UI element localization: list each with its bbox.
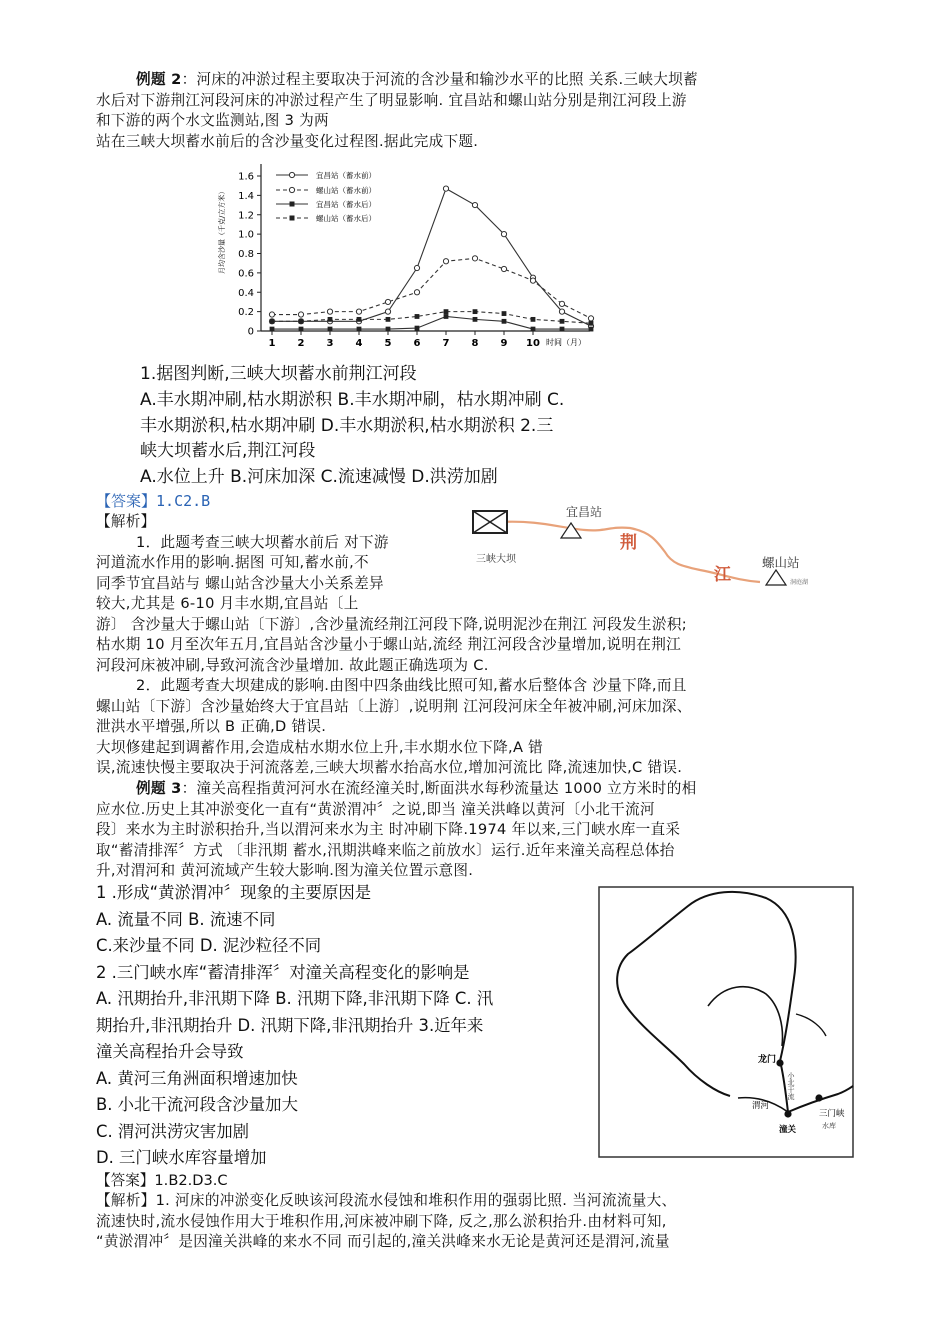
luoshan-station-icon bbox=[766, 570, 786, 585]
analysis2-label: 【解析】 bbox=[96, 1192, 156, 1209]
series-point-2 bbox=[588, 316, 593, 321]
chart-legend bbox=[276, 170, 376, 223]
analysis1-line3: 同季节宜昌站与 螺山站含沙量大小关系差异 bbox=[96, 574, 384, 592]
xiaobei-label: 小北干流 bbox=[787, 1072, 795, 1100]
series-point-3 bbox=[473, 317, 478, 322]
series-point-4 bbox=[444, 309, 449, 314]
series-point-2 bbox=[385, 299, 390, 304]
example3-line3: 段〕来水为主时淤积抬升,当以渭河来水为主 时冲刷下降.1974 年以来,三门峡水库一直采 bbox=[96, 821, 681, 838]
series-point-2 bbox=[530, 278, 535, 283]
longmen-label: 龙门 bbox=[758, 1055, 777, 1065]
series-point-4 bbox=[299, 319, 304, 324]
x-tick-label: 5 bbox=[384, 338, 392, 349]
example3-line2: 应水位.历史上其冲淤变化一直有“黄淤渭冲〞之说,即当 潼关洪峰以黄河〔小北干流河 bbox=[96, 800, 655, 818]
analysis1-line6: 枯水期 10 月至次年五月,宜昌站含沙量小于螺山站,流经 荆江河段含沙量增加,说明在荆江 bbox=[96, 636, 681, 653]
series-point-3 bbox=[589, 327, 594, 332]
example2-line1: ：河床的冲淤过程主要取决于河流的含沙量和输沙水平的比照 关系.三峡大坝蓄 bbox=[181, 71, 698, 88]
q3-options2a: A. 汛期抬升,非汛期下降 B. 汛期下降,非汛期下降 C. 汛 bbox=[96, 989, 494, 1008]
y-tick-label: 1.4 bbox=[238, 190, 254, 202]
x-tick-label: 8 bbox=[471, 338, 479, 349]
x-tick-label: 3 bbox=[326, 338, 334, 349]
q3-options2b: 期抬升,非汛期抬升 D. 汛期下降,非汛期抬升 3.近年来 bbox=[96, 1015, 484, 1035]
y-tick-label: 0.8 bbox=[238, 249, 254, 260]
analysis2-line2: 流速快时,流水侵蚀作用大于堆积作用,河床被冲刷下降, 反之,那么淤积抬升.由材料可知, bbox=[96, 1212, 667, 1230]
series-point-1 bbox=[385, 309, 390, 314]
dongting-label: 洞庭湖 bbox=[790, 579, 809, 586]
q1-options-line2: 丰水期淤积,枯水期冲刷 D.丰水期淤积,枯水期淤积 2.三 bbox=[140, 415, 554, 436]
analysis1-line7: 河段河床被冲刷,导致河流含沙量增加. 故此题正确选项为 C. bbox=[96, 656, 489, 674]
tongguan-map bbox=[598, 886, 854, 1158]
series-point-3 bbox=[299, 327, 304, 332]
series-point-3 bbox=[444, 314, 449, 319]
example3-label: 例题 3 bbox=[136, 780, 182, 797]
answer2-value: 1.B2.D3.C bbox=[154, 1172, 228, 1189]
series-point-4 bbox=[415, 314, 420, 319]
series-point-1 bbox=[414, 265, 419, 270]
example3-line1: ：潼关高程指黄河河水在流经潼关时,断面洪水每秒流量达 1000 立方米时的相 bbox=[181, 780, 697, 797]
series-point-3 bbox=[270, 327, 275, 332]
series-point-3 bbox=[386, 327, 391, 332]
answer2-label: 【答案】 bbox=[96, 1172, 155, 1189]
series-point-2 bbox=[443, 259, 448, 264]
series-point-1 bbox=[472, 202, 477, 207]
yichang-station-icon bbox=[561, 523, 581, 538]
legend-entry-3: 宜昌站（蓄水后） bbox=[316, 200, 376, 209]
jiang-char: 江 bbox=[714, 565, 731, 585]
q3-option3c: C. 渭河洪涝灾害加剧 bbox=[96, 1121, 249, 1141]
chart-root bbox=[217, 164, 594, 349]
analysis2-line3: “黄淤渭冲〞是因潼关洪峰的来水不同 而引起的,潼关洪峰来水无论是黄河还是渭河,流量 bbox=[96, 1233, 670, 1250]
example2-line3: 和下游的两个水文监测站,图 3 为两 bbox=[96, 112, 329, 129]
series-point-1 bbox=[443, 186, 448, 191]
analysis1-label: 【解析】 bbox=[96, 513, 156, 530]
y-tick-label: 1.6 bbox=[238, 171, 254, 183]
legend-entry-1: 宜昌站（蓄水前） bbox=[316, 171, 376, 180]
q3-block bbox=[96, 880, 596, 1172]
series-point-4 bbox=[357, 317, 362, 322]
analysis1-line5: 游〕 含沙量大于螺山站〔下游〕,含沙量流经荆江河段下降,说明泥沙在荆江 河段发生淤积; bbox=[96, 615, 687, 633]
q3-options1a: A. 流量不同 B. 流速不同 bbox=[96, 909, 276, 929]
x-tick-label: 7 bbox=[442, 338, 450, 349]
q1-options-line4: A.水位上升 B.河床加深 C.流速减慢 D.洪涝加剧 bbox=[140, 466, 498, 487]
analysis1-line11: 大坝修建起到调蓄作用,会造成枯水期水位上升,丰水期水位下降,A 错 bbox=[96, 738, 544, 756]
example2-line2: 水后对下游荆江河段河床的冲淤过程产生了明显影响. 宜昌站和螺山站分别是荆江河段上游 bbox=[96, 91, 687, 109]
legend-entry-2: 螺山站（蓄水前） bbox=[316, 186, 376, 195]
example3-line4: 取“蓄清排浑〞方式 〔非汛期 蓄水,汛期洪峰来临之前放水〕运行.近年来潼关高程总体抬 bbox=[96, 841, 675, 859]
three-gorges-dam-label: 三峡大坝 bbox=[476, 554, 516, 565]
analysis1-line1: 1．此题考查三峡大坝蓄水前后 对下游 bbox=[136, 533, 389, 551]
q3-option3d: D. 三门峡水库容量增加 bbox=[96, 1148, 267, 1167]
series-point-4 bbox=[270, 319, 275, 324]
legend-entry-4: 螺山站（蓄水后） bbox=[316, 214, 376, 223]
q1-options bbox=[140, 388, 660, 490]
analysis1-line9: 螺山站〔下游〕含沙量始终大于宜昌站〔上游〕,说明荆 江河段河床全年被冲刷,河床加深、 bbox=[96, 697, 692, 715]
series-point-2 bbox=[269, 312, 274, 317]
x-tick-label: 4 bbox=[355, 338, 363, 349]
series-point-1 bbox=[559, 309, 564, 314]
y-tick-label: 0 bbox=[247, 326, 254, 338]
luoshan-station-label: 螺山站 bbox=[762, 555, 800, 570]
analysis1-line2: 河道流水作用的影响.据图 可知,蓄水前,不 bbox=[96, 554, 369, 571]
x-tick-label: 10 bbox=[526, 338, 540, 349]
x-tick-label: 1 bbox=[268, 338, 276, 349]
q1-options-line1: A.丰水期冲刷,枯水期淤积 B.丰水期冲刷，枯水期冲刷 C. bbox=[140, 390, 565, 410]
example2-label: 例题 2 bbox=[136, 71, 182, 88]
sediment-chart bbox=[212, 156, 602, 350]
y-tick-label: 1.2 bbox=[238, 210, 254, 222]
sanmenxia-dot bbox=[815, 1094, 822, 1101]
series-point-3 bbox=[328, 327, 333, 332]
series-point-2 bbox=[298, 312, 303, 317]
tongguan-label: 潼关 bbox=[779, 1125, 797, 1135]
series-line-3 bbox=[272, 316, 591, 329]
analysis1-line12: 误,流速快慢主要取决于河流落差,三峡大坝蓄水抬高水位,增加河流比 降,流速加快,C 错误. bbox=[96, 759, 683, 776]
analysis1-line10: 泄洪水平增强,所以 B 正确,D 错误. bbox=[96, 718, 327, 735]
longmen-dot bbox=[776, 1059, 783, 1066]
analysis1-line4: 较大,尤其是 6-10 月丰水期,宜昌站〔上 bbox=[96, 595, 359, 612]
sanmenxia-label: 三门峡 bbox=[819, 1109, 845, 1119]
q3-options1b: C.来沙量不同 D. 泥沙粒径不同 bbox=[96, 936, 322, 955]
q3-option3b: B. 小北干流河段含沙量加大 bbox=[96, 1095, 298, 1114]
series-point-3 bbox=[357, 327, 362, 332]
x-tick-label: 9 bbox=[500, 338, 508, 349]
q3-stem2: 2 .三门峡水库“蓄清排浑〞对潼关高程变化的影响是 bbox=[96, 962, 470, 982]
tongguan-dot bbox=[784, 1110, 791, 1117]
analysis1-line8: 2．此题考查大坝建成的影响.由图中四条曲线比照可知,蓄水后整体含 沙量下降,而且 bbox=[136, 677, 687, 694]
series-point-4 bbox=[502, 311, 507, 316]
series-point-3 bbox=[531, 327, 536, 332]
answer1-value: 1.C2.B bbox=[156, 492, 211, 510]
series-point-2 bbox=[501, 266, 506, 271]
y-tick-label: 0.6 bbox=[238, 268, 254, 280]
q3-option3a: A. 黄河三角洲面积增速加快 bbox=[96, 1068, 298, 1088]
answer1-label: 【答案】 bbox=[96, 492, 157, 510]
analysis2-line1: 1. 河床的冲淤变化反映该河段流水侵蚀和堆积作用的强弱比照. 当河流流量大、 bbox=[155, 1192, 677, 1209]
y-axis-label: 月均含沙量（千克/立方米） bbox=[218, 187, 226, 274]
series-point-3 bbox=[502, 319, 507, 324]
series-point-1 bbox=[501, 232, 506, 237]
series-point-4 bbox=[386, 317, 391, 322]
y-tick-label: 1.0 bbox=[238, 229, 254, 241]
q3-stem1: 1 .形成“黄淤渭冲〞现象的主要原因是 bbox=[96, 883, 372, 902]
series-point-4 bbox=[560, 319, 565, 324]
series-point-2 bbox=[356, 309, 361, 314]
series-point-4 bbox=[589, 321, 594, 326]
q1-options-line3: 峡大坝蓄水后,荆江河段 bbox=[140, 441, 316, 461]
series-point-2 bbox=[472, 256, 477, 261]
answer2 bbox=[96, 1171, 228, 1191]
weihe-label: 渭河 bbox=[752, 1101, 770, 1111]
x-tick-label: 2 bbox=[297, 338, 305, 349]
example2-paragraph bbox=[96, 70, 831, 152]
q1-stem: 1.据图判断,三峡大坝蓄水前荆江河段 bbox=[140, 364, 417, 384]
x-axis-end-label: 时间（月） bbox=[546, 338, 586, 347]
jingjiang-map bbox=[460, 500, 835, 595]
series-point-3 bbox=[560, 327, 565, 332]
answer1 bbox=[96, 491, 210, 511]
analysis2-paragraph bbox=[96, 1191, 836, 1253]
series-point-2 bbox=[414, 290, 419, 295]
y-tick-label: 0.2 bbox=[238, 307, 254, 319]
example3-line5: 升,对渭河和 黄河流域产生较大影响.图为潼关位置示意图. bbox=[96, 862, 474, 879]
yichang-station-label: 宜昌站 bbox=[566, 505, 603, 519]
jing-char: 荆 bbox=[620, 533, 637, 553]
series-point-4 bbox=[328, 317, 333, 322]
series-point-3 bbox=[415, 326, 420, 331]
series-point-4 bbox=[531, 317, 536, 322]
q3-stem3: 潼关高程抬升会导致 bbox=[96, 1042, 244, 1061]
series-line-1 bbox=[272, 189, 591, 327]
series-line-2 bbox=[272, 258, 591, 318]
reservoir-label: 水库 bbox=[822, 1122, 836, 1130]
y-tick-label: 0.4 bbox=[238, 287, 254, 299]
map-frame bbox=[599, 887, 853, 1157]
example2-line4: 站在三峡大坝蓄水前后的含沙量变化过程图.据此完成下题. bbox=[96, 132, 479, 150]
x-tick-label: 6 bbox=[413, 338, 421, 349]
example3-paragraph bbox=[96, 779, 836, 882]
series-point-2 bbox=[327, 309, 332, 314]
series-point-4 bbox=[473, 309, 478, 314]
series-point-2 bbox=[559, 301, 564, 306]
